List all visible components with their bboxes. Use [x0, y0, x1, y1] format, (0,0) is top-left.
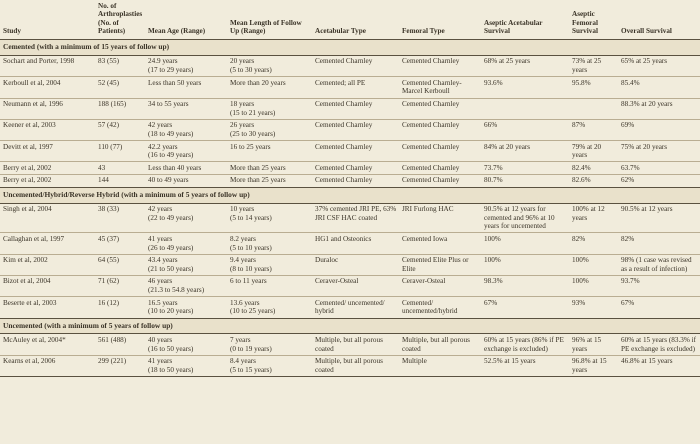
table-row	[0, 162, 700, 175]
table-cell: Keener et al, 2003	[0, 119, 95, 140]
column-header: Femoral Type	[399, 0, 481, 40]
table-cell: 42 years (18 to 49 years)	[145, 119, 227, 140]
table-cell: Cemented Charnley	[399, 119, 481, 140]
table-cell: 46.8% at 15 years	[618, 355, 700, 376]
table-cell: 16 (12)	[95, 297, 145, 318]
table-cell: Kim et al, 2002	[0, 254, 95, 275]
table-cell: McAuley et al, 2004*	[0, 334, 95, 355]
table-cell: Duraloc	[312, 254, 399, 275]
table-cell: Cemented Elite Plus or Elite	[399, 254, 481, 275]
table-cell: 98.3%	[481, 275, 569, 296]
table-cell: 79% at 20 years	[569, 141, 618, 162]
table-cell: 9.4 years (8 to 10 years)	[227, 254, 312, 275]
table-cell: Cemented Charnley	[312, 55, 399, 76]
table-cell: 10 years (5 to 14 years)	[227, 203, 312, 233]
table-cell: 73.7%	[481, 162, 569, 175]
table-cell: 52.5% at 15 years	[481, 355, 569, 376]
table-cell: 83 (55)	[95, 55, 145, 76]
table-cell: 68% at 25 years	[481, 55, 569, 76]
table-cell: Cemented; all PE	[312, 77, 399, 98]
column-header: Aseptic Acetabular Survival	[481, 0, 569, 40]
table-cell: 65% at 25 years	[618, 55, 700, 76]
table-cell: Kerboull et al, 2004	[0, 77, 95, 98]
table-cell: 62%	[618, 174, 700, 187]
table-cell: Less than 40 years	[145, 162, 227, 175]
table-cell: 45 (37)	[95, 233, 145, 254]
table-cell: 13.6 years (10 to 25 years)	[227, 297, 312, 318]
table-cell: 60% at 15 years (86% if PE exchange is excluded)	[481, 334, 569, 355]
table-cell: Multiple	[399, 355, 481, 376]
table-cell: 38 (33)	[95, 203, 145, 233]
table-cell: 42.2 years (16 to 49 years)	[145, 141, 227, 162]
table-cell: Cemented Charnley	[399, 141, 481, 162]
section-header-row	[0, 187, 700, 203]
table-cell: Cemented Charnley	[312, 141, 399, 162]
table-cell: Berry et al, 2002	[0, 162, 95, 175]
table-row	[0, 297, 700, 318]
table-cell: 16 to 25 years	[227, 141, 312, 162]
table-cell: 60% at 15 years (83.3% if PE exchange is excluded)	[618, 334, 700, 355]
table-row	[0, 203, 700, 233]
table-cell: Bizot et al, 2004	[0, 275, 95, 296]
table-cell: Less than 50 years	[145, 77, 227, 98]
table-cell: Devitt et al, 1997	[0, 141, 95, 162]
table-cell: More than 20 years	[227, 77, 312, 98]
table-cell: Cemented/ uncemented/hybrid	[399, 297, 481, 318]
table-cell: 100%	[481, 254, 569, 275]
column-header: Study	[0, 0, 95, 40]
header-row	[0, 0, 700, 40]
table-cell: 24.9 years (17 to 29 years)	[145, 55, 227, 76]
table-cell: 88.3% at 20 years	[618, 98, 700, 119]
table-row	[0, 254, 700, 275]
table-cell: 96% at 15 years	[569, 334, 618, 355]
table-cell: 7 years (0 to 19 years)	[227, 334, 312, 355]
table-cell: Singh et al, 2004	[0, 203, 95, 233]
table-cell: 26 years (25 to 30 years)	[227, 119, 312, 140]
table-cell: 8.4 years (5 to 15 years)	[227, 355, 312, 376]
table-cell: Cemented Charnley	[312, 174, 399, 187]
table-row	[0, 77, 700, 98]
table-cell: Kearns et al, 2006	[0, 355, 95, 376]
column-header: No. of Arthroplasties (No. of Patients)	[95, 0, 145, 40]
table-cell: Cemented Charnley	[399, 174, 481, 187]
table-cell: 40 years (16 to 50 years)	[145, 334, 227, 355]
table-cell: 67%	[618, 297, 700, 318]
table-cell: 85.4%	[618, 77, 700, 98]
table-cell: 69%	[618, 119, 700, 140]
column-header: Mean Length of Follow Up (Range)	[227, 0, 312, 40]
column-header: Aseptic Femoral Survival	[569, 0, 618, 40]
table-row	[0, 141, 700, 162]
table-cell: 299 (221)	[95, 355, 145, 376]
table-cell: Cemented Charnley	[399, 98, 481, 119]
table-cell: More than 25 years	[227, 174, 312, 187]
table-cell: 43	[95, 162, 145, 175]
section-title: Uncemented/Hybrid/Reverse Hybrid (with a minimum of 5 years of follow up)	[0, 187, 700, 203]
table-cell: 8.2 years (5 to 10 years)	[227, 233, 312, 254]
table-cell: HG1 and Osteonics	[312, 233, 399, 254]
section-title: Cemented (with a minimum of 15 years of follow up)	[0, 40, 700, 56]
table-cell: Callaghan et al, 1997	[0, 233, 95, 254]
table-cell: 96.8% at 15 years	[569, 355, 618, 376]
table-cell: 144	[95, 174, 145, 187]
table-cell: Sochart and Porter, 1998	[0, 55, 95, 76]
table-row	[0, 233, 700, 254]
table-cell: 46 years (21.3 to 54.8 years)	[145, 275, 227, 296]
table-cell: 20 years (5 to 30 years)	[227, 55, 312, 76]
table-cell: Cemented Charnley	[312, 98, 399, 119]
table-cell: 37% cemented JRI PE, 63% JRI CSF HAC coated	[312, 203, 399, 233]
column-header: Overall Survival	[618, 0, 700, 40]
column-header: Mean Age (Range)	[145, 0, 227, 40]
table-cell: 100% at 12 years	[569, 203, 618, 233]
table-cell: 90.5% at 12 years	[618, 203, 700, 233]
table-cell: 82%	[618, 233, 700, 254]
table-row	[0, 98, 700, 119]
table-cell: 18 years (15 to 21 years)	[227, 98, 312, 119]
table-row	[0, 55, 700, 76]
table-cell: 188 (165)	[95, 98, 145, 119]
table-cell: 82.6%	[569, 174, 618, 187]
table-row	[0, 355, 700, 376]
table-row	[0, 334, 700, 355]
table-cell: 57 (42)	[95, 119, 145, 140]
table-cell: 93.7%	[618, 275, 700, 296]
column-header: Acetabular Type	[312, 0, 399, 40]
table-cell: 66%	[481, 119, 569, 140]
table-cell: 100%	[569, 275, 618, 296]
table-cell: 93%	[569, 297, 618, 318]
table-cell: 87%	[569, 119, 618, 140]
table-cell: 73% at 25 years	[569, 55, 618, 76]
table-cell: 75% at 20 years	[618, 141, 700, 162]
table-cell: 52 (45)	[95, 77, 145, 98]
table-cell: Multiple, but all porous coated	[312, 334, 399, 355]
table-cell: 82%	[569, 233, 618, 254]
table-cell: 41 years (26 to 49 years)	[145, 233, 227, 254]
table-body	[0, 40, 700, 377]
section-header-row	[0, 40, 700, 56]
table-cell: 84% at 20 years	[481, 141, 569, 162]
table-cell: Ceraver-Osteal	[399, 275, 481, 296]
table-cell: Cemented Iowa	[399, 233, 481, 254]
table-cell: 6 to 11 years	[227, 275, 312, 296]
table-cell: 110 (77)	[95, 141, 145, 162]
table-cell	[569, 98, 618, 119]
table-cell: 100%	[481, 233, 569, 254]
table-row	[0, 119, 700, 140]
table-cell: 71 (62)	[95, 275, 145, 296]
table-cell: More than 25 years	[227, 162, 312, 175]
table-cell: 80.7%	[481, 174, 569, 187]
table-cell: JRI Furlong HAC	[399, 203, 481, 233]
table-cell: 98% (1 case was revised as a result of infection)	[618, 254, 700, 275]
table-cell: 16.5 years (10 to 20 years)	[145, 297, 227, 318]
table-cell: Ceraver-Osteal	[312, 275, 399, 296]
table-row	[0, 174, 700, 187]
table-cell: 93.6%	[481, 77, 569, 98]
table-cell: Multiple, but all porous coated	[312, 355, 399, 376]
table-cell: Cemented Charnley-Marcel Kerboull	[399, 77, 481, 98]
table-cell: Cemented/ uncemented/ hybrid	[312, 297, 399, 318]
table-cell: 95.8%	[569, 77, 618, 98]
table-cell: 561 (488)	[95, 334, 145, 355]
table-cell: Cemented Charnley	[312, 119, 399, 140]
table-cell: 82.4%	[569, 162, 618, 175]
table-cell: Berry et al, 2002	[0, 174, 95, 187]
table-cell: 90.5% at 12 years for cemented and 96% at 10 years for uncemented	[481, 203, 569, 233]
table-cell	[481, 98, 569, 119]
table-cell: Cemented Charnley	[312, 162, 399, 175]
table-cell: 63.7%	[618, 162, 700, 175]
section-title: Uncemented (with a minimum of 5 years of follow up)	[0, 318, 700, 334]
table-cell: 40 to 49 years	[145, 174, 227, 187]
table-cell: 34 to 55 years	[145, 98, 227, 119]
table-row	[0, 275, 700, 296]
section-header-row	[0, 318, 700, 334]
table-cell: 42 years (22 to 49 years)	[145, 203, 227, 233]
table-header	[0, 0, 700, 40]
table-cell: Cemented Charnley	[399, 55, 481, 76]
table-cell: 100%	[569, 254, 618, 275]
table-cell: 64 (55)	[95, 254, 145, 275]
table-cell: 41 years (18 to 50 years)	[145, 355, 227, 376]
table-cell: Cemented Charnley	[399, 162, 481, 175]
table-cell: 67%	[481, 297, 569, 318]
table-cell: 43.4 years (21 to 50 years)	[145, 254, 227, 275]
table-cell: Multiple, but all porous coated	[399, 334, 481, 355]
table-cell: Neumann et al, 1996	[0, 98, 95, 119]
table-cell: Beserte et al, 2003	[0, 297, 95, 318]
